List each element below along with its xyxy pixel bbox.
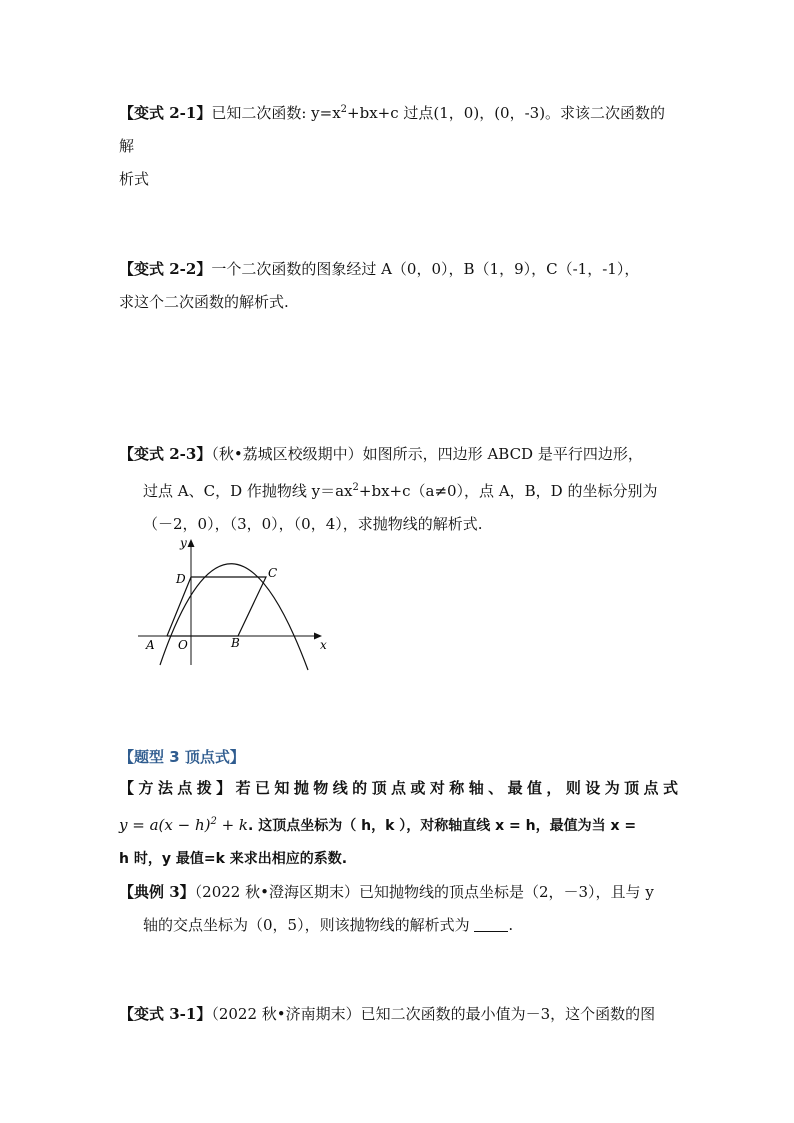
variant-2-2-line2: 求这个二次函数的解析式. <box>119 293 289 311</box>
vertex-formula: $y = a(x - h)^2 + k$ <box>119 816 249 834</box>
variant-2-2-label: 【变式 2-2】 <box>119 260 212 278</box>
example-3-line2: 轴的交点坐标为（0，5），则该抛物线的解析式为 . <box>143 916 514 934</box>
method-tip-line3: h 时，y 最值=k 来求出相应的系数. <box>119 851 348 867</box>
variant-3-1 <box>119 998 679 1031</box>
y-axis-arrow <box>188 539 195 547</box>
parabola-parallelogram-figure <box>130 535 335 675</box>
variant-2-1-label: 【变式 2-1】 <box>119 104 212 122</box>
example-3 <box>119 876 679 942</box>
variant-2-2-line1: 【变式 2-2】一个二次函数的图象经过 A（0，0），B（1，9），C（-1，-1）， <box>119 260 640 278</box>
label-o: O <box>178 638 188 652</box>
method-tip-label: 【方法点拨】 <box>119 779 236 797</box>
label-b: B <box>231 636 240 650</box>
variant-2-1-line1: 【变式 2-1】已知二次函数: $y=x^2+bx+c$ 过点(1，0)，(0，-3)。求该二次函数的解 <box>119 104 666 155</box>
method-tip <box>119 772 679 876</box>
variant-2-2 <box>119 253 679 319</box>
variant-2-3-label: 【变式 2-3】 <box>119 445 212 463</box>
answer-blank <box>474 917 508 932</box>
variant-3-1-label: 【变式 3-1】 <box>119 1005 212 1023</box>
section-3-heading: 【题型 3 顶点式】 <box>119 748 245 766</box>
example-3-line1: 【典例 3】（2022 秋•澄海区期末）已知抛物线的顶点坐标是（2，－3），且与 y <box>119 883 654 901</box>
method-tip-line2: $y = a(x - h)^2 + k$. 这顶点坐标为（ h，k ），对称轴直线 x = h，最值为当 x = <box>119 816 637 834</box>
example-3-label: 【典例 3】 <box>119 883 195 901</box>
variant-2-1 <box>119 93 679 196</box>
variant-2-1-line2: 析式 <box>119 170 150 188</box>
variant-2-3-line2: 过点 A、C，D 作抛物线 $y=ax^2+bx+c(a\ne 0)$，点 A，B，D 的坐标分别为 <box>143 482 658 500</box>
variant-3-1-line1: 【变式 3-1】（2022 秋•济南期末）已知二次函数的最小值为－3，这个函数的图 <box>119 1005 656 1023</box>
label-y: y <box>180 536 187 550</box>
label-c: C <box>268 566 278 580</box>
variant-2-3 <box>119 438 679 541</box>
label-d: D <box>176 572 186 586</box>
label-x: x <box>320 638 327 652</box>
variant-2-3-line1: 【变式 2-3】（秋•荔城区校级期中）如图所示，四边形 ABCD 是平行四边形， <box>119 445 643 463</box>
label-a: A <box>146 638 155 652</box>
variant-2-3-line3: （－2，0），（3，0），（0，4），求抛物线的解析式. <box>143 515 483 533</box>
method-tip-line1: 【方法点拨】若已知抛物线的顶点或对称轴、最值，则设为顶点式 <box>119 779 679 797</box>
